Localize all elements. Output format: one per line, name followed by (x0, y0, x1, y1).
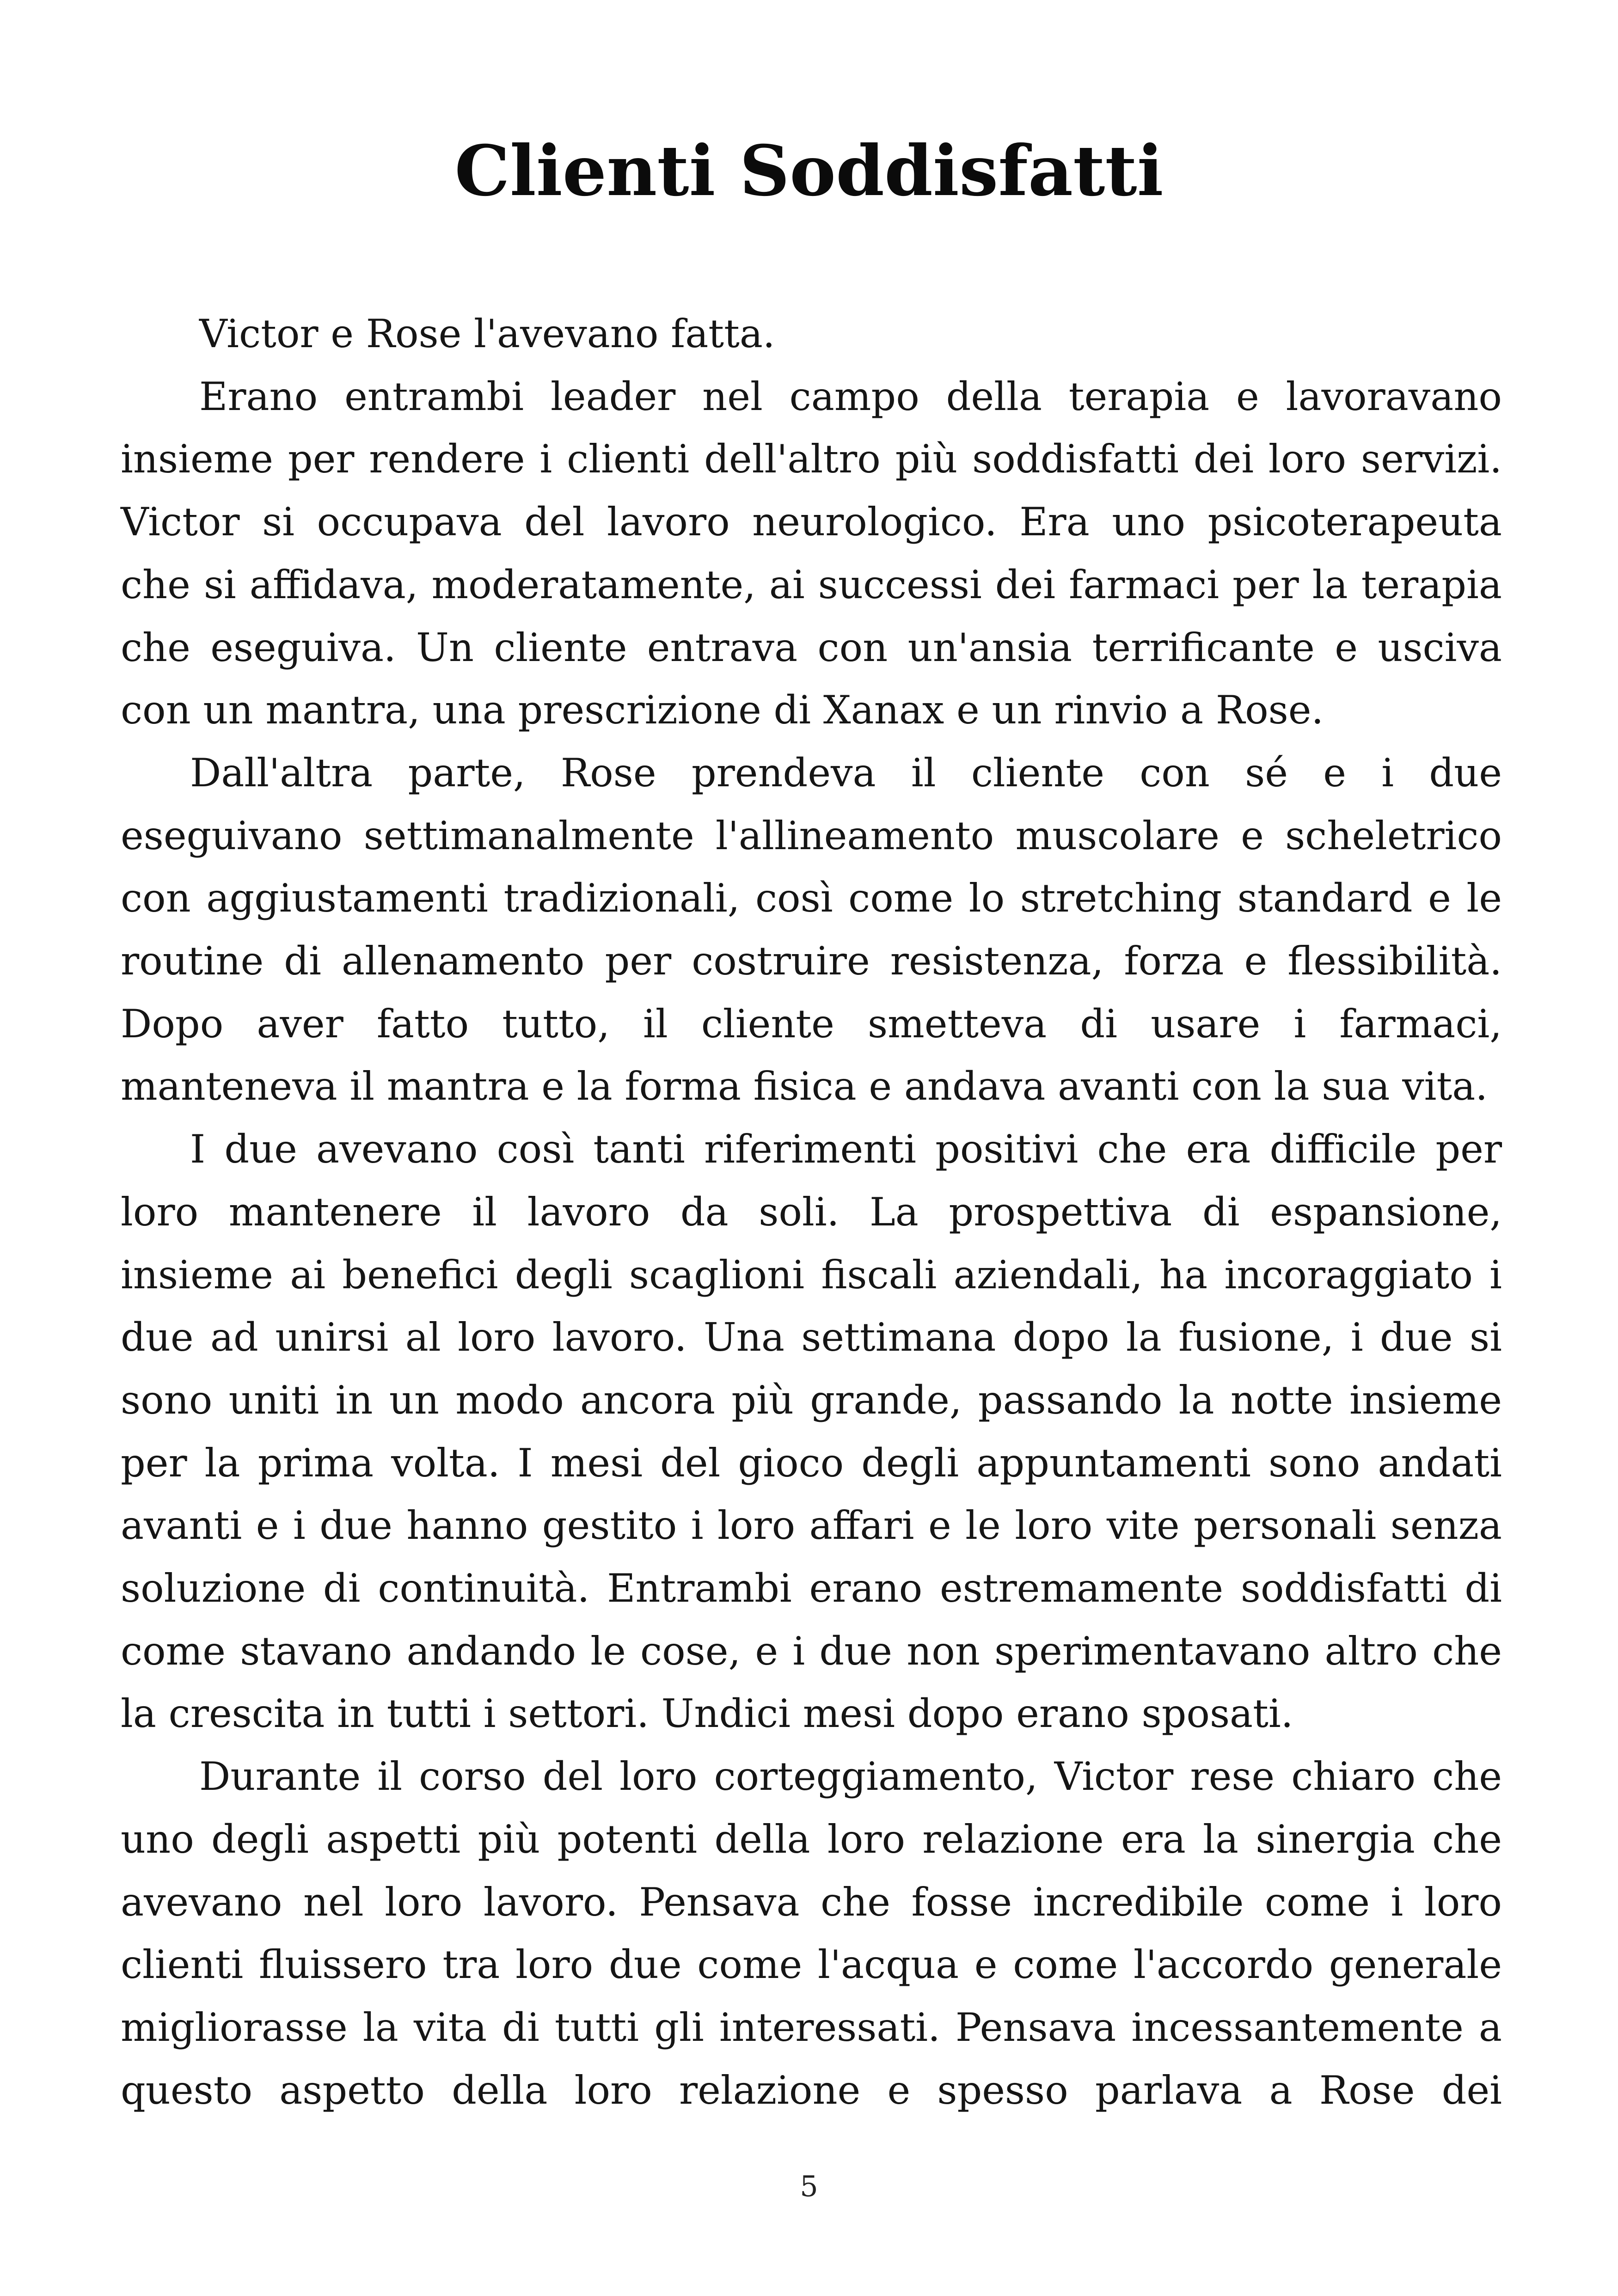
paragraph-1: Victor e Rose l'avevano fatta. (199, 311, 775, 356)
paragraph-5: Durante il corso del loro corteggiamento, Victor rese chiaro che uno degli aspetti più potenti della loro relazione era la sinergia che avevano nel loro lavoro. Pensava che fosse incredibile come i loro clienti fluissero tra loro due come l'acqua e come l'accordo generale migliorasse la vita di tutti gli interessati. Pensava incessantemente a questo aspetto della loro relazione e spesso parlava a Rose dei (121, 1754, 1502, 2113)
paragraph-3: Dall'altra parte, Rose prendeva il cliente con sé e i due eseguivano settimanalmente l'allineamento muscolare e scheletrico con aggiustamenti tradizionali, così come lo stretching standard e le routine di allenamento per costruire resistenza, forza e flessibilità. Dopo aver fatto tutto, il cliente smetteva di usare i farmaci, manteneva il mantra e la forma fisica e andava avanti con la sua vita. (121, 750, 1502, 1109)
paragraph-4: I due avevano così tanti riferimenti positivi che era difficile per loro mantenere il lavoro da soli. La prospettiva di espansione, insieme ai benefici degli scaglioni fiscali aziendali, ha incoraggiato i due ad unirsi al loro lavoro. Una settimana dopo la fusione, i due si sono uniti in un modo ancora più grande, passando la notte insieme per la prima volta. I mesi del gioco degli appuntamenti sono andati avanti e i due hanno gestito i loro affari e le loro vite personali senza soluzione di continuità. Entrambi erano estremamente soddisfatti di come stavano andando le cose, e i due non sperimentavano altro che la crescita in tutti i settori. Undici mesi dopo erano sposati. (121, 1127, 1502, 1737)
paragraph-2: Erano entrambi leader nel campo della terapia e lavoravano insieme per rendere i clienti dell'altro più soddisfatti dei loro servizi. Victor si occupava del lavoro neurologico. Era uno psicoterapeuta che si affidava, moderatamente, ai successi dei farmaci per la terapia che eseguiva. Un cliente entrava con un'ansia terrificante e usciva con un mantra, una prescrizione di Xanax e un rinvio a Rose. (121, 373, 1502, 733)
chapter-title: Clienti Soddisfatti (454, 130, 1164, 212)
page-number: 5 (800, 2169, 818, 2203)
body-text (121, 303, 1502, 2122)
